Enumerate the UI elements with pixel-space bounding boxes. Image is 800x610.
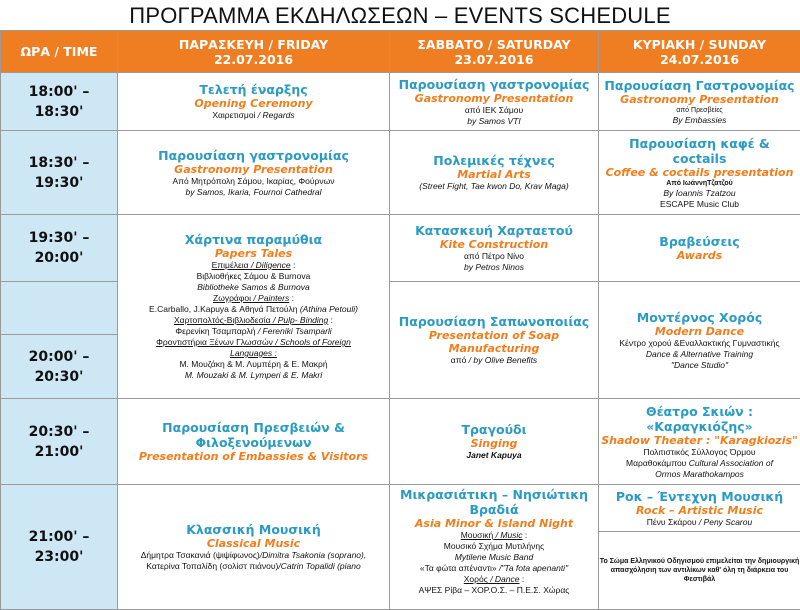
event-detail: από / by Olive Benefits xyxy=(390,355,598,366)
event-detail-en: by Samos, Ikaria, Fournoi Cathedral xyxy=(118,187,389,198)
event-detail-en: Janet Kapuya xyxy=(390,450,598,461)
event-detail-en: Languages : xyxy=(118,348,389,359)
time-slot-1930-cont xyxy=(1,282,117,335)
saturday-day-label: ΣΑΒΒΑΤΟ / SATURDAY xyxy=(390,37,598,52)
event-detail: Ζωγράφοι / Painters : xyxy=(118,293,389,304)
event-soap-manufacturing xyxy=(390,282,599,399)
event-title-gr-2: «Καραγκιόζης» xyxy=(599,419,800,434)
friday-day-label: ΠΑΡΑΣΚΕΥΗ / FRIDAY xyxy=(118,37,389,52)
event-shadow-theater xyxy=(599,399,800,485)
event-detail: Βιβλιοθήκες Σάμου & Burnova xyxy=(118,271,389,282)
time-start: 21:00' – xyxy=(1,527,117,547)
time-end: 20:30' xyxy=(35,367,84,387)
time-end: 20:00' xyxy=(1,248,117,268)
event-classical-music xyxy=(118,485,390,610)
header-sunday xyxy=(599,31,800,73)
event-title-gr: Θέατρο Σκιών : xyxy=(599,404,800,419)
event-singing xyxy=(390,399,599,485)
time-end: 21:00' xyxy=(1,442,117,462)
event-detail-en: M. Mouzaki & M. Lymperi & E. Makri xyxy=(118,370,389,381)
event-embassies-visitors xyxy=(118,399,390,485)
event-coffee-coctails xyxy=(599,131,800,215)
event-detail: Επιμέλεια / Diligence : xyxy=(118,260,389,271)
time-slot-2000-2030 xyxy=(1,282,118,399)
event-title-en: Shadow Theater : "Karagkiozis" xyxy=(599,434,800,447)
time-slot-1830-1930 xyxy=(1,131,118,215)
event-rock-music xyxy=(599,485,800,532)
friday-date-label: 22.07.2016 xyxy=(118,52,389,67)
event-paper-tales xyxy=(118,215,390,399)
event-detail-en: Mytilene Music Band xyxy=(390,552,598,563)
row-2100 xyxy=(1,485,800,610)
event-detail-en: (Street Fight, Tae kwon Do, Krav Maga) xyxy=(390,181,598,192)
event-gastronomy-iek xyxy=(390,73,599,131)
time-slot-2000 xyxy=(1,335,117,398)
event-detail: Από ΙωάννηΤζατζού xyxy=(599,179,800,188)
event-detail: ΑΨΕΣ Ρίβα – ΧΟΡ.Ο.Σ. – Π.Ε.Σ. Χώρας xyxy=(390,585,598,596)
time-slot-2030-2100 xyxy=(1,399,118,485)
header-friday xyxy=(118,31,390,73)
event-detail: Μουσική / Music : xyxy=(390,530,598,541)
event-awards xyxy=(599,215,800,282)
event-martial-arts xyxy=(390,131,599,215)
time-start: 20:30' – xyxy=(1,422,117,442)
event-title-gr: Παρουσίαση γαστρονομίας xyxy=(118,148,389,163)
time-slot-1930-2000 xyxy=(1,215,118,282)
event-title-gr: Βραβεύσεις xyxy=(599,234,800,249)
event-detail: «Τα φώτα απέναντι» /"Ta fota apenanti" xyxy=(390,563,598,574)
event-title-gr-2: coctails xyxy=(599,151,800,166)
event-detail: από ΙΕΚ Σάμου xyxy=(390,105,598,116)
event-title-en: Singing xyxy=(390,437,598,450)
event-title-en: Rock – Artistic Music xyxy=(599,504,800,517)
event-title-gr: Παρουσίαση γαστρονομίας xyxy=(390,77,598,92)
event-detail: Χαιρετισμοί / Regards xyxy=(118,110,389,121)
note-line: Φεστιβάλ xyxy=(599,575,800,584)
event-detail: Χορός / Dance : xyxy=(390,574,598,585)
event-title-gr: Τραγούδι xyxy=(390,422,598,437)
event-detail: από Πρεσβείες xyxy=(599,106,800,115)
event-detail: Πολιτιστικός Σύλλογος Όρμου xyxy=(599,447,800,458)
event-detail-en: By Embassies xyxy=(599,115,800,126)
event-detail: Μουσικό Σχήμα Μυτιλήνης xyxy=(390,541,598,552)
row-1800 xyxy=(1,73,800,131)
event-title-en: Gastronomy Presentation xyxy=(118,163,389,176)
time-start: 19:30' – xyxy=(1,228,117,248)
event-title-en: Martial Arts xyxy=(390,168,598,181)
event-gastronomy-embassies xyxy=(599,73,800,131)
event-detail: Κέντρο χορού &Εναλλακτικής Γυμναστικής xyxy=(599,338,800,349)
time-start: 18:30' – xyxy=(1,153,117,173)
event-detail-en: Dance & Alternative Training xyxy=(599,349,800,360)
sunday-date-label: 24.07.2016 xyxy=(599,52,800,67)
event-title-gr: Τελετή έναρξης xyxy=(118,82,389,97)
event-gastronomy-cathedral xyxy=(118,131,390,215)
event-detail: Φροντιστήρια Ξένων Γλωσσών / Schools of Foreign xyxy=(118,337,389,348)
event-detail: Κατερίνα Τοπαλίδη (σολίστ πιάνου)/Catrin Topalidi (piano xyxy=(118,561,389,572)
note-line: απασχόλησιη των αντιλίκων καθ' όλη τη διάρκεια του xyxy=(599,566,800,575)
event-detail: Πένυ Σκάρου / Peny Scarou xyxy=(599,517,800,528)
header-row xyxy=(1,31,800,73)
time-end: 23:00' xyxy=(1,547,117,567)
event-detail: Μ. Μουζάκη & Μ. Λυμπέρη & Ε. Μακρή xyxy=(118,359,389,370)
event-title-en: Presentation of Embassies & Visitors xyxy=(118,450,389,463)
sunday-day-label: ΚΥΡΙΑΚΗ / SUNDAY xyxy=(599,37,800,52)
event-detail: E.Carballo, J.Kapuya & Αθηνά Πετούλη (Athina Petouli) xyxy=(118,304,389,315)
event-title-en: Kite Construction xyxy=(390,238,598,251)
time-end: 18:30' xyxy=(1,102,117,122)
event-detail: Από Μητρόπολη Σάμου, Ικαρίας, Φούρνων xyxy=(118,176,389,187)
event-title-en: Classical Music xyxy=(118,537,389,550)
event-detail-en: by Petros Ninos xyxy=(390,262,598,273)
note-line: Το Σώμα Ελληνικού Οδηγισμού επιμελείται την δημιουργική xyxy=(599,557,800,566)
time-slot-2100-2300 xyxy=(1,485,118,610)
event-title-en: Papers Tales xyxy=(118,247,389,260)
event-detail-en: Bibliotheke Samos & Burnova xyxy=(118,282,389,293)
event-detail: Μαραθοκάμπου Cultural Association of xyxy=(599,458,800,469)
event-title-gr: Παρουσίαση Πρεσβειών & xyxy=(118,420,389,435)
event-title-en: Awards xyxy=(599,249,800,262)
event-title-gr: Ροκ – Έντεχνη Μουσική xyxy=(599,489,800,504)
event-title-gr: Κλασσική Μουσική xyxy=(118,522,389,537)
event-title-en: Asia Minor & Island Night xyxy=(390,517,598,530)
sunday-late-events xyxy=(599,485,800,610)
row-1830 xyxy=(1,131,800,215)
event-title-gr: Παρουσίαση Σαπωνοποιίας xyxy=(390,314,598,329)
event-title-en: Gastronomy Presentation xyxy=(390,92,598,105)
events-schedule-table xyxy=(0,30,800,610)
event-detail: Χαρτοπολτός-Βιβλιοδεσία / Pulp- Binding : xyxy=(118,315,389,326)
event-title-gr-2: Βραδιά xyxy=(390,502,598,517)
event-title-gr: Παρουσίαση Γαστρονομίας xyxy=(599,78,800,93)
page-title: ΠΡΟΓΡΑΜΜΑ ΕΚΔΗΛΩΣΕΩΝ – EVENTS SCHEDULE xyxy=(0,0,800,30)
event-asia-minor-night xyxy=(390,485,599,610)
event-detail: Δήμητρα Τσακανιά (ψιψίφωνος)/Dimitra Tsakonia (soprano), xyxy=(118,550,389,561)
event-title-en: Modern Dance xyxy=(599,325,800,338)
event-detail: από Πέτρο Νίνο xyxy=(390,251,598,262)
event-title-gr-2: Φιλοξενούμενων xyxy=(118,435,389,450)
header-time-label: ΩΡΑ / TIME xyxy=(21,44,98,59)
event-detail: Φερενίκη Τσαμπαρλή / Fereniki Tsamparli xyxy=(118,326,389,337)
header-saturday xyxy=(390,31,599,73)
event-scouting-note xyxy=(599,532,800,609)
row-2030 xyxy=(1,399,800,485)
saturday-date-label: 23.07.2016 xyxy=(390,52,598,67)
event-title-gr: Κατασκευή Χαρταετού xyxy=(390,223,598,238)
time-end: 19:30' xyxy=(1,173,117,193)
event-detail-en: by Samos VTI xyxy=(390,116,598,127)
event-title-gr: Πολεμικές τέχνες xyxy=(390,153,598,168)
event-modern-dance xyxy=(599,282,800,399)
time-start: 18:00' – xyxy=(1,82,117,102)
event-kite-construction xyxy=(390,215,599,282)
event-detail-en-2: ESCAPE Music Club xyxy=(599,199,800,210)
event-title-gr: Μικρασιάτικη – Νησιώτικη xyxy=(390,487,598,502)
event-detail-en: Ormos Marathokampos xyxy=(599,469,800,480)
header-time xyxy=(1,31,118,73)
event-title-en: Coffee & coctails presentation xyxy=(599,166,800,179)
event-title-en: Gastronomy Presentation xyxy=(599,93,800,106)
event-detail-en: By Ioannis Tzatzou xyxy=(599,188,800,199)
event-title-gr: Παρουσίαση καφέ & xyxy=(599,136,800,151)
event-opening-ceremony xyxy=(118,73,390,131)
time-slot-1800-1830 xyxy=(1,73,118,131)
event-title-gr: Μοντέρνος Χορός xyxy=(599,310,800,325)
event-title-en: Opening Ceremony xyxy=(118,97,389,110)
event-title-en: Presentation of Soap Manufacturing xyxy=(390,329,598,355)
event-title-gr: Χάρτινα παραμύθια xyxy=(118,232,389,247)
row-1930 xyxy=(1,215,800,282)
event-detail-en-2: "Dance Studio" xyxy=(599,360,800,371)
time-start: 20:00' – xyxy=(29,347,90,367)
